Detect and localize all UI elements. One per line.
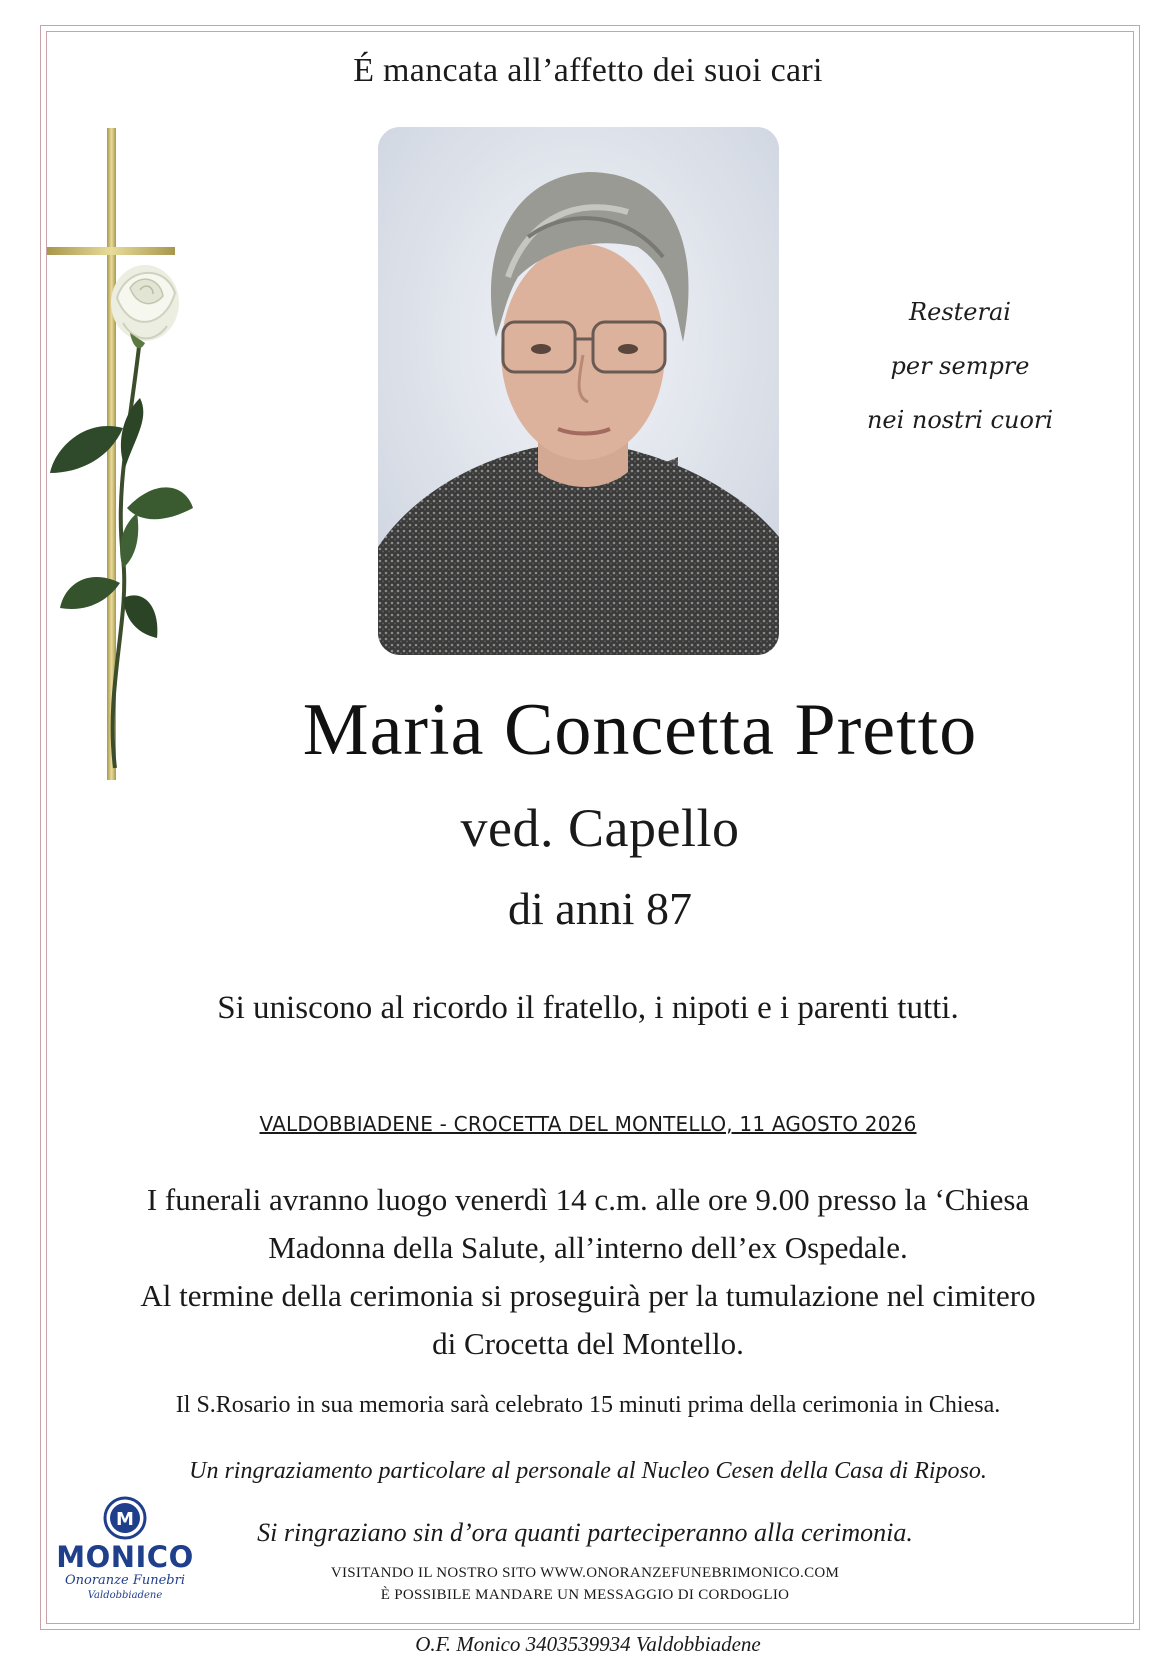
website-notice-line: È POSSIBILE MANDARE UN MESSAGGIO DI CORDOGLIO	[380, 1587, 790, 1603]
logo-emblem-icon	[102, 1495, 148, 1541]
website-notice	[240, 1562, 930, 1606]
quote-line: nei nostri cuori	[866, 406, 1054, 434]
logo-subtitle: Onoranze Funebri	[64, 1573, 186, 1588]
place-date: VALDOBBIADENE - CROCETTA DEL MONTELLO, 11 AGOSTO 2026	[259, 1112, 917, 1136]
widow-of-line: ved. Capello	[460, 798, 740, 858]
funeral-line: di Crocetta del Montello.	[432, 1326, 744, 1361]
website-notice-line: VISITANDO IL NOSTRO SITO WWW.ONORANZEFUNEBRIMONICO.COM	[330, 1565, 840, 1581]
funeral-details	[0, 1176, 1176, 1368]
funeral-line: I funerali avranno luogo venerdì 14 c.m. alle ore 9.00 presso la ‘Chiesa	[146, 1182, 1030, 1217]
deceased-name: Maria Concetta Pretto	[302, 689, 978, 771]
age-line: di anni 87	[508, 883, 692, 934]
family-line: Si uniscono al ricordo il fratello, i nipoti e i parenti tutti.	[217, 990, 959, 1026]
quote-line: per sempre	[890, 352, 1030, 380]
logo-name: MONICO	[56, 1540, 194, 1574]
logo-town: Valdobbiadene	[87, 1590, 163, 1601]
logo-mark-letter: M	[116, 1509, 134, 1530]
thanks-all-line: Si ringraziano sin d’ora quanti parteciperanno alla cerimonia.	[257, 1518, 913, 1547]
contact-line: O.F. Monico 3403539934 Valdobbiadene	[415, 1632, 761, 1656]
thanks-staff-line: Un ringraziamento particolare al personale al Nucleo Cesen della Casa di Riposo.	[189, 1458, 987, 1484]
funeral-line: Madonna della Salute, all’interno dell’ex Ospedale.	[268, 1230, 908, 1265]
portrait-photo	[378, 127, 779, 655]
funeral-line: Al termine della cerimonia si proseguirà per la tumulazione nel cimitero	[140, 1278, 1036, 1313]
rosary-notice: Il S.Rosario in sua memoria sarà celebrato 15 minuti prima della cerimonia in Chiesa.	[175, 1392, 1001, 1418]
funeral-home-logo	[50, 1495, 200, 1615]
announcement-header: É mancata all’affetto dei suoi cari	[353, 52, 823, 89]
memorial-quote	[860, 285, 1060, 447]
quote-line: Resterai	[909, 298, 1011, 326]
